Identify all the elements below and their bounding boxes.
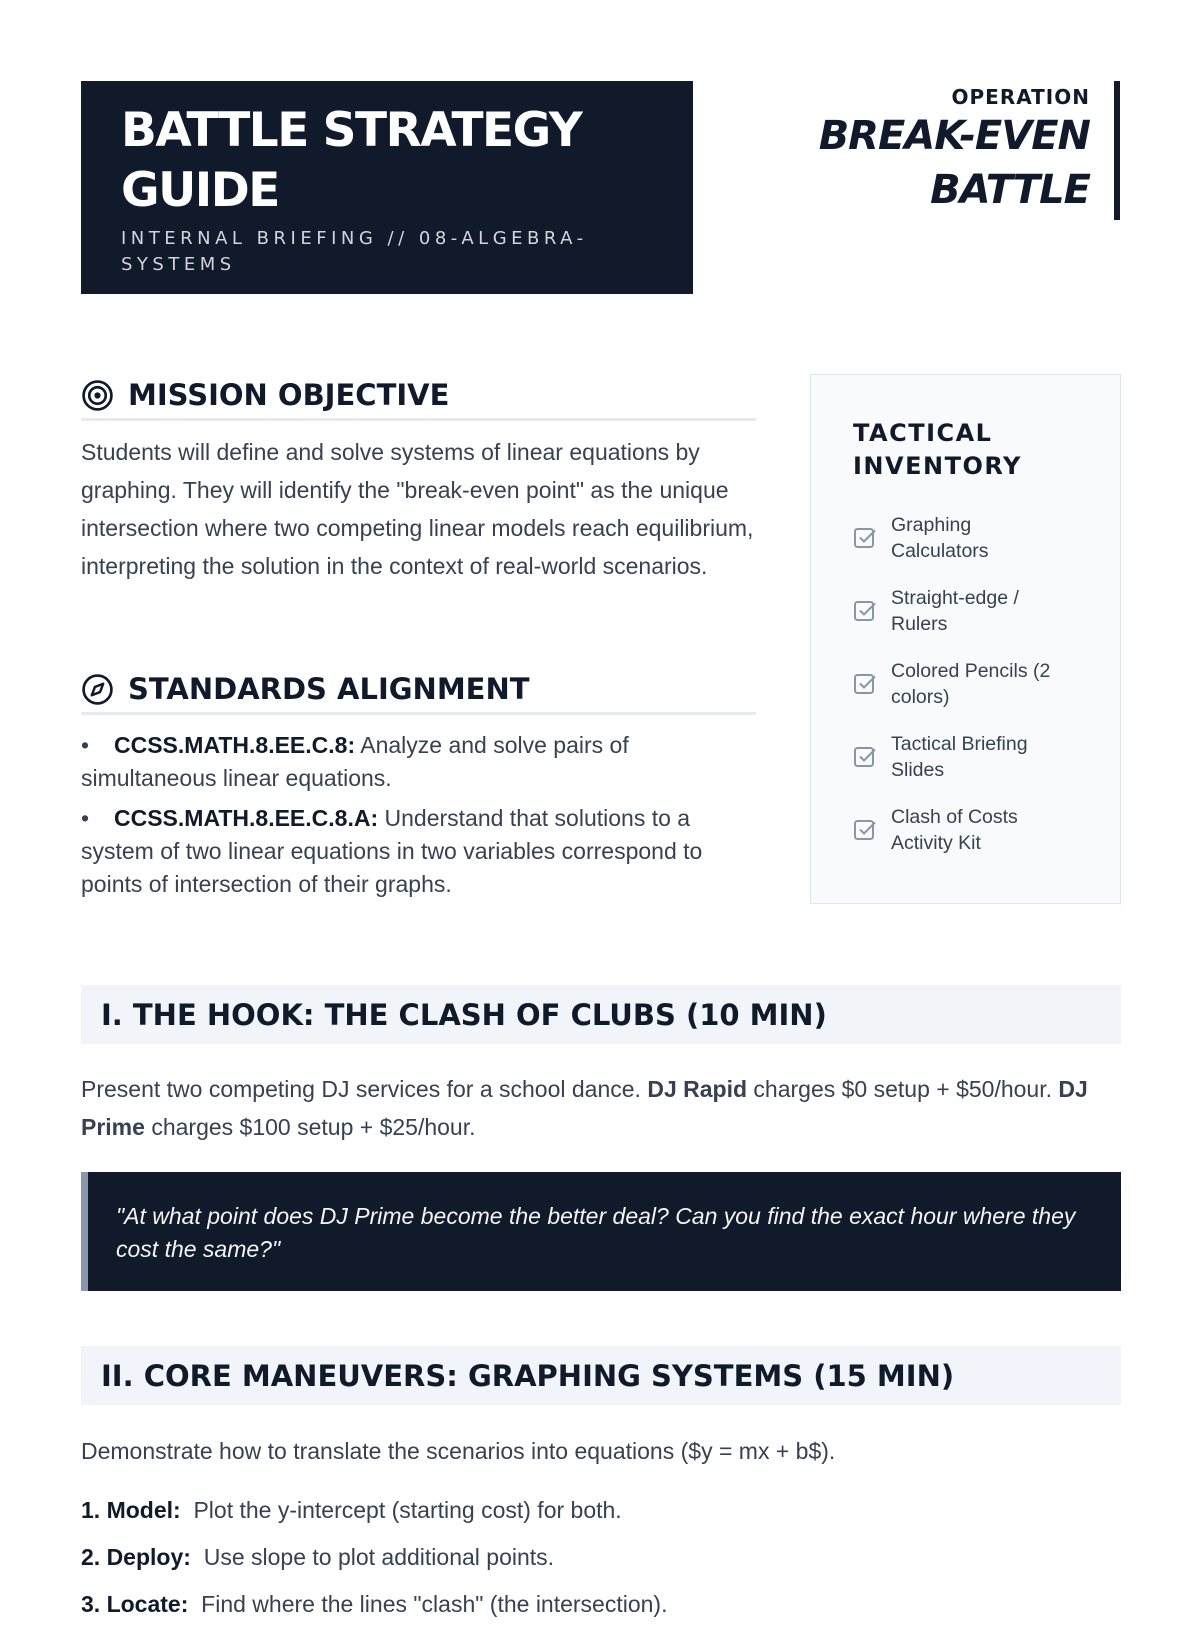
step-label: 3. Locate: <box>81 1591 189 1617</box>
standards-heading <box>81 672 756 715</box>
header-banner <box>81 81 693 294</box>
step-text: Plot the y-intercept (starting cost) for both. <box>193 1497 622 1523</box>
list-item: • CCSS.MATH.8.EE.C.8: Analyze and solve pairs of simultaneous linear equations. <box>81 732 629 791</box>
target-icon <box>81 379 114 412</box>
list-item <box>81 1542 1121 1572</box>
list-item <box>81 1589 1121 1619</box>
inventory-item-label: Tactical Briefing Slides <box>891 733 1028 781</box>
core-heading: II. CORE MANEUVERS: GRAPHING SYSTEMS (15 MIN) <box>101 1358 955 1393</box>
standard-text: Understand that solutions to a system of two linear equations in two variables correspond to points of intersection of their graphs. <box>81 805 703 897</box>
inventory-title-line-2: INVENTORY <box>853 452 1022 480</box>
checkbox-icon <box>853 526 877 550</box>
hook-heading: I. THE HOOK: THE CLASH OF CLUBS (10 MIN) <box>101 997 827 1032</box>
inventory-item <box>853 730 1080 784</box>
list-item <box>81 1495 1121 1525</box>
operation-title-line-1: BREAK-EVEN <box>818 113 1090 159</box>
title-line-2: GUIDE <box>121 163 279 218</box>
step-text: Use slope to plot additional points. <box>203 1544 555 1570</box>
document-title <box>121 101 653 221</box>
inventory-item <box>853 657 1080 711</box>
checkbox-icon <box>853 599 877 623</box>
mission-heading <box>81 378 756 421</box>
title-line-1: BATTLE STRATEGY <box>121 103 582 158</box>
list-item: • CCSS.MATH.8.EE.C.8.A: Understand that solutions to a system of two linear equations in two variables correspond to points of intersection of their graphs. <box>81 805 703 897</box>
standards-heading-title: STANDARDS ALIGNMENT <box>128 672 530 706</box>
operation-label: OPERATION <box>951 85 1090 109</box>
hook-quote: "At what point does DJ Prime become the better deal? Can you find the exact hour where they cost the same?" <box>81 1172 1121 1291</box>
standards-list <box>81 729 756 901</box>
inventory-title-line-1: TACTICAL <box>853 419 993 447</box>
hook-text: Present two competing DJ services for a school dance. DJ Rapid charges $0 setup + $50/hour. DJ Prime charges $100 setup + $25/hour. <box>81 1076 1088 1140</box>
inventory-item <box>853 803 1080 857</box>
standard-code: CCSS.MATH.8.EE.C.8.A: <box>114 805 379 831</box>
inventory-item <box>853 584 1080 638</box>
core-steps <box>81 1495 1121 1636</box>
mission-heading-title: MISSION OBJECTIVE <box>128 378 450 412</box>
inventory-list <box>853 511 1080 857</box>
compass-icon <box>81 673 114 706</box>
hook-section-header <box>81 985 1121 1044</box>
inventory-title <box>853 417 1080 483</box>
subtitle-line-2: SYSTEMS <box>121 254 236 275</box>
inventory-item-label: Clash of Costs Activity Kit <box>891 806 1018 854</box>
standards-section <box>81 672 756 908</box>
inventory-item-label: Colored Pencils (2 colors) <box>891 660 1051 708</box>
inventory-item-label: Straight-edge / Rulers <box>891 587 1019 635</box>
document-subtitle <box>121 226 653 278</box>
dj-rapid-name: DJ Rapid <box>647 1076 748 1102</box>
mission-section <box>81 378 756 585</box>
operation-title-line-2: BATTLE <box>930 167 1090 213</box>
mission-text: Students will define and solve systems of linear equations by graphing. They will identify the "break-even point" as the unique intersection where two competing linear models reach equilibrium, interpreting the solution in the context of real-world scenarios. <box>81 439 754 579</box>
standard-text: Analyze and solve pairs of simultaneous linear equations. <box>81 732 629 791</box>
checkbox-icon <box>853 745 877 769</box>
subtitle-line-1: INTERNAL BRIEFING // 08-ALGEBRA- <box>121 228 588 249</box>
inventory-item <box>853 511 1080 565</box>
dj-prime-name: DJ Prime <box>81 1076 1088 1140</box>
operation-block <box>780 81 1120 220</box>
operation-title <box>780 109 1090 217</box>
checkbox-icon <box>853 672 877 696</box>
core-section-header <box>81 1346 1121 1405</box>
standard-code: CCSS.MATH.8.EE.C.8: <box>114 732 356 758</box>
checkbox-icon <box>853 818 877 842</box>
tactical-inventory-panel <box>810 374 1121 904</box>
step-label: 2. Deploy: <box>81 1544 191 1570</box>
step-text: Find where the lines "clash" (the intersection). <box>201 1591 668 1617</box>
core-intro: Demonstrate how to translate the scenarios into equations ($y = mx + b$). <box>81 1438 836 1464</box>
step-label: 1. Model: <box>81 1497 181 1523</box>
inventory-item-label: Graphing Calculators <box>891 514 989 562</box>
